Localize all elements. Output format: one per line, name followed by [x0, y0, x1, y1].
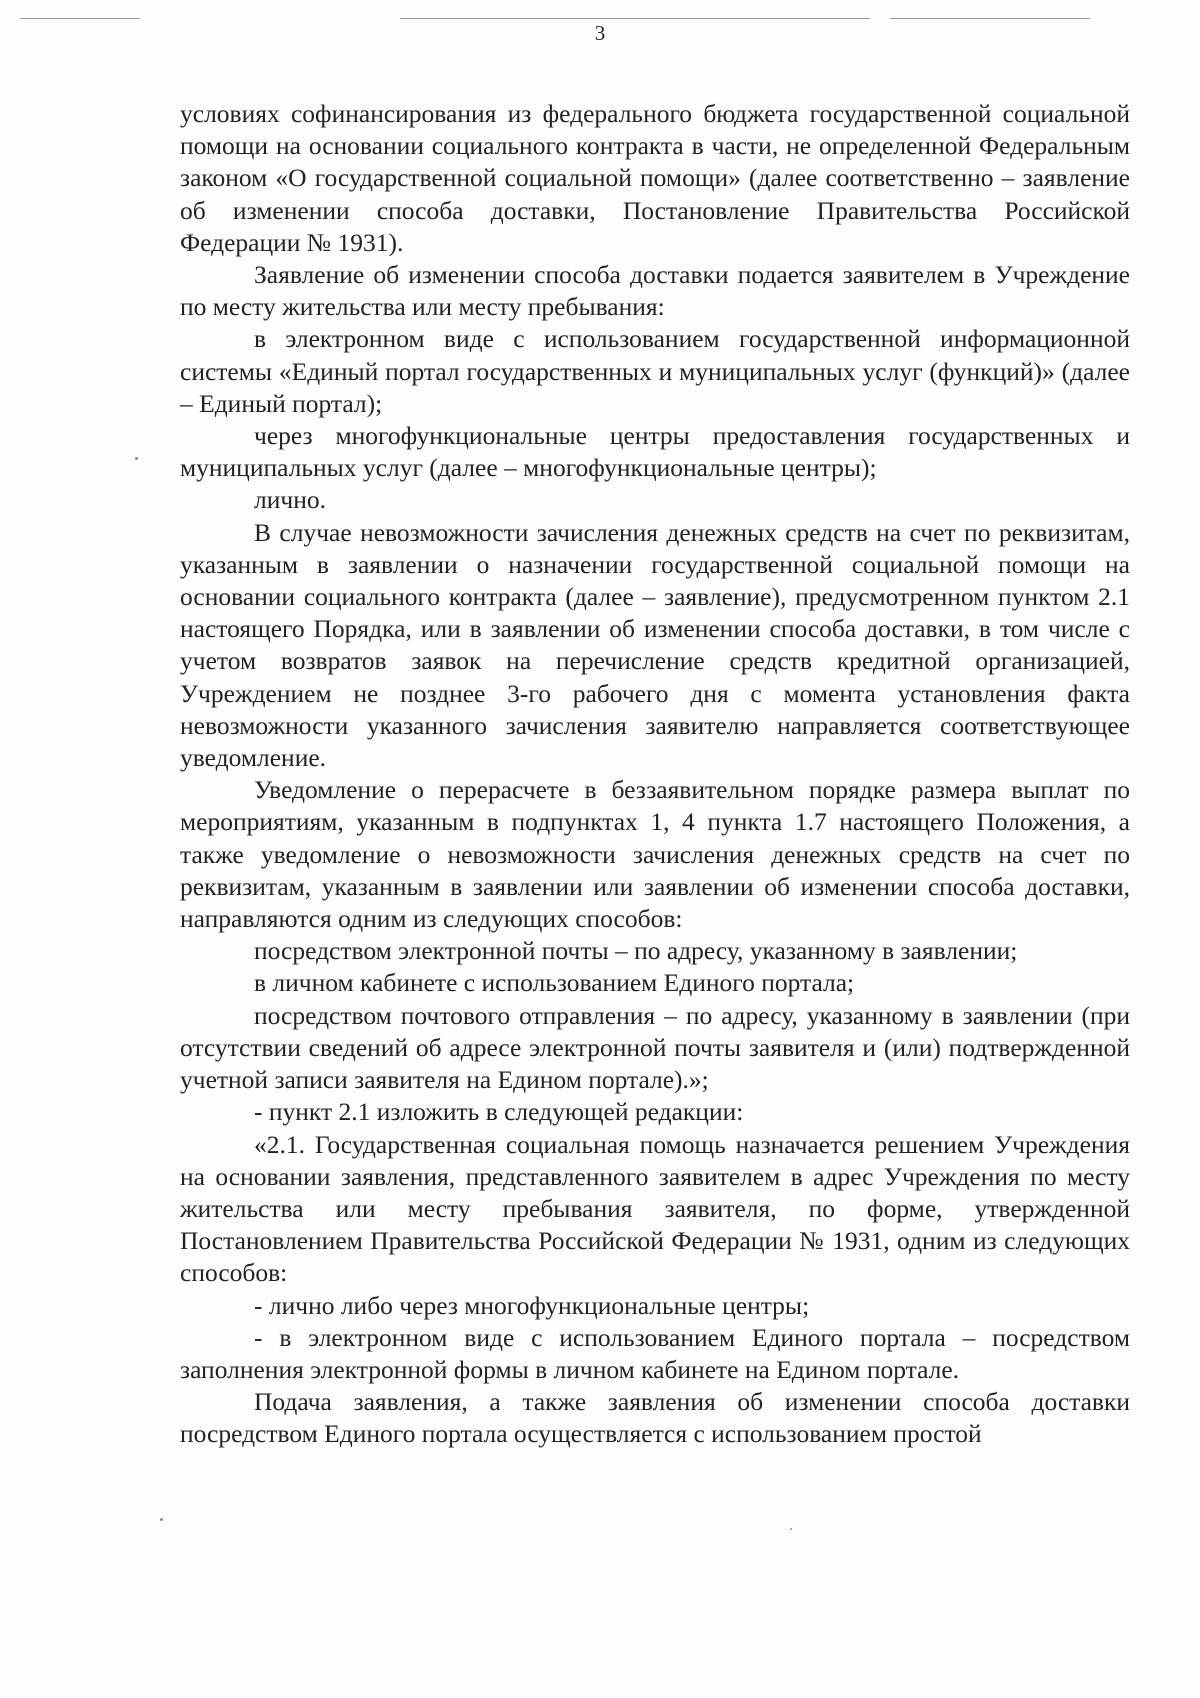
- paragraph: в электронном виде с использованием государственной информационной системы «Единый портал государственных и муниципальных услуг (функций)» (далее – Единый портал);: [180, 324, 1130, 418]
- paragraph: через многофункциональные центры предоставления государственных и муниципальных услуг (далее – многофункциональные центры);: [180, 421, 1130, 483]
- page-number: 3: [594, 21, 606, 45]
- paragraph: посредством почтового отправления – по адресу, указанному в заявлении (при отсутствии сведений об адресе электронной почты заявителя и (или) подтвержденной учетной записи заявителя на Едином портале).»;: [180, 1000, 1130, 1095]
- scan-artifact-line: [20, 18, 140, 19]
- scan-artifact-line: [400, 18, 870, 19]
- document-body: [180, 98, 1130, 1451]
- paragraph: В случае невозможности зачисления денежных средств на счет по реквизитам, указанным в заявлении о назначении государственной социальной помощи на основании социального контракта (далее – заявление), предусмотренном пунктом 2.1 настоящего Порядка, или в заявлении об изменении способа доставки, в том числе с учетом возвратов заявок на перечисление средств кредитной организацией, Учреждением не позднее 3-го рабочего дня с момента установления факта невозможности указанного зачисления заявителю направляется соответствующее уведомление.: [180, 517, 1130, 773]
- scan-speck: [135, 457, 138, 460]
- paragraph: - пункт 2.1 изложить в следующей редакции:: [254, 1097, 744, 1127]
- paragraph: Подача заявления, а также заявления об изменении способа доставки посредством Единого портала осуществляется с использованием простой: [180, 1387, 1130, 1449]
- paragraph: - в электронном виде с использованием Единого портала – посредством заполнения электронной формы в личном кабинете на Едином портале.: [180, 1322, 1130, 1384]
- scan-speck: [160, 1518, 163, 1521]
- scan-artifact-line: [890, 18, 1090, 19]
- paragraph: в личном кабинете с использованием Единого портала;: [254, 968, 855, 998]
- paragraph: - лично либо через многофункциональные центры;: [254, 1290, 810, 1320]
- scan-speck: [790, 1528, 792, 1530]
- paragraph: условиях софинансирования из федерального бюджета государственной социальной помощи на основании социального контракта в части, не определенной Федеральным законом «О государственной социальной помощи» (далее соответственно – заявление об изменении способа доставки, Постановление Правительства Российской Федерации № 1931).: [180, 99, 1130, 257]
- paragraph: «2.1. Государственная социальная помощь назначается решением Учреждения на основании заявления, представленного заявителем в адрес Учреждения по месту жительства или месту пребывания заявителя, по форме, утвержденной Постановлением Правительства Российской Федерации № 1931, одним из следующих способов:: [180, 1129, 1130, 1288]
- paragraph: Заявление об изменении способа доставки подается заявителем в Учреждение по месту жительства или месту пребывания:: [180, 260, 1130, 322]
- paragraph: Уведомление о перерасчете в беззаявительном порядке размера выплат по мероприятиям, указанным в подпунктах 1, 4 пункта 1.7 настоящего Положения, а также уведомление о невозможности зачисления денежных средств на счет по реквизитам, указанным в заявлении или заявлении об изменении способа доставки, направляются одним из следующих способов:: [180, 775, 1130, 934]
- paragraph: лично.: [254, 485, 326, 515]
- paragraph: посредством электронной почты – по адресу, указанному в заявлении;: [254, 936, 1018, 966]
